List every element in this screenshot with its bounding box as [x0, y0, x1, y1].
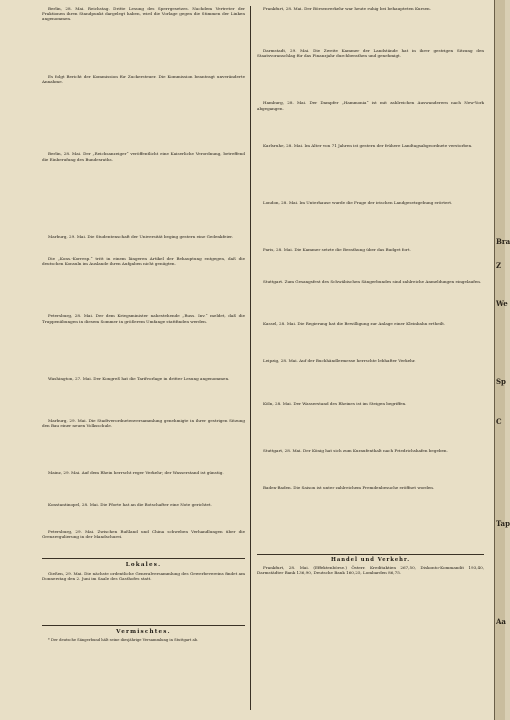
news-paragraph-petersburg: Petersburg, 28. Mai. Der dem Kriegsminister nahestehende „Russ. Inv.“ meldet, daß die Truppenübungen in diesem Sommer in größerem Umfange stattfinden werden. [42, 313, 245, 324]
text-block [42, 163, 245, 234]
column-rule [250, 6, 251, 710]
news-paragraph-mainz: Mainz, 29. Mai. Auf dem Rhein herrscht reger Verkehr; der Wasserstand ist günstig. [48, 470, 224, 476]
handel-paragraph: Frankfurt, 28. Mai. (Effektenbörse.) Österr. Kreditaktien 267,50, Diskonto-Kommandit 193,40, Darmstädter Bank 136,90, Deutsche Bank 160,25, Lombarden 86,75. [257, 565, 484, 576]
news-paragraph: London, 28. Mai. Im Unterhause wurde die Frage der irischen Landgesetzgebung erörtert. [263, 200, 453, 206]
news-paragraph-berlin: Berlin, 28. Mai. Der „Reichsanzeiger“ veröffentlicht eine Kaiserliche Verordnung, betreffend die Einberufung des Bundesraths. [42, 151, 245, 162]
handel-heading: Handel und Verkehr. [330, 557, 411, 564]
text-block [42, 382, 245, 418]
text-block [257, 328, 484, 359]
news-paragraph: Köln, 28. Mai. Der Wasserstand des Rheines ist im Steigen begriffen. [263, 400, 407, 406]
text-block [257, 254, 484, 279]
right-column [257, 6, 484, 710]
text-block [42, 23, 245, 74]
text-block [257, 60, 484, 101]
text-block [257, 12, 484, 48]
news-paragraph: Baden-Baden. Die Saison ist unter zahlreichem Fremdenbesuche eröffnet worden. [263, 484, 435, 490]
edge-text-fragment: Tap [496, 519, 510, 528]
news-paragraph: Stuttgart, 28. Mai. Der König hat sich zum Kuraufenthalt nach Friedrichshafen begeben. [263, 447, 448, 453]
text-block [42, 430, 245, 471]
news-paragraph: Frankfurt, 28. Mai. Der Börsenverkehr war heute ruhig bei behaupteten Kursen. [263, 6, 431, 11]
text-block [257, 207, 484, 248]
adjacent-page-edge [494, 0, 510, 720]
edge-text-fragment: Bra [496, 237, 510, 246]
left-column [42, 6, 245, 710]
text-block [257, 491, 484, 552]
news-paragraph: Leipzig, 28. Mai. Auf der Buchhändlermesse herrschte lebhafter Verkehr. [263, 358, 416, 364]
news-paragraph-washington: Washington, 27. Mai. Der Kongreß hat die Tarifvorlage in dritter Lesung angenommen. [48, 376, 230, 381]
text-block [257, 286, 484, 322]
news-paragraph-konstantinopel: Konstantinopel, 28. Mai. Die Pforte hat an die Botschafter eine Note gerichtet. [48, 502, 212, 508]
edge-text-fragment: We [496, 299, 508, 308]
text-block [42, 477, 245, 502]
text-block [42, 325, 245, 376]
text-block [42, 241, 245, 256]
section-divider [257, 554, 484, 555]
text-block [42, 268, 245, 314]
news-paragraph: Darmstadt, 29. Mai. Die Zweite Kammer der Landstände hat in ihrer gestrigen Sitzung den Staatsvoranschlag für das Finanzjahr durchberathen und genehmigt. [257, 48, 484, 59]
section-divider [42, 558, 245, 559]
text-block [257, 365, 484, 401]
text-block [42, 541, 245, 556]
news-paragraph-konsulatswesen: Die „Kons.-Korresp.“ tritt in einem längeren Artikel der Behauptung entgegen, daß die deutschen Konsuln im Auslande ihren Aufgaben nicht genügten. [42, 256, 245, 267]
text-block [42, 509, 245, 529]
news-paragraph-petersburg-2: Petersburg, 29. Mai. Zwischen Rußland und China schweben Verhandlungen über die Grenzregulierung in der Mandschurei. [42, 529, 245, 540]
text-block [257, 454, 484, 485]
vermischtes-heading: Vermischtes. [116, 629, 171, 636]
section-divider [42, 625, 245, 626]
edge-text-fragment: Z [496, 261, 502, 270]
text-block [257, 112, 484, 143]
edge-text-fragment: Sp [496, 377, 506, 386]
text-block [42, 85, 245, 151]
text-block [257, 407, 484, 448]
news-paragraph: Stuttgart. Zum Gesangsfest des Schwäbischen Sängerbundes sind zahlreiche Anmeldungen eingelaufen. [263, 279, 482, 285]
news-paragraph-marburg: Marburg, 29. Mai. Die Studentenschaft der Universität beging gestern eine Gedenkfeier. [48, 234, 233, 240]
lokales-heading: Lokales. [125, 562, 162, 569]
vermischtes-paragraph: * Der deutsche Sängerbund hält seine diesjährige Versammlung in Stuttgart ab. [48, 638, 199, 643]
text-block [257, 577, 484, 638]
edge-text-fragment: Aa [496, 617, 506, 626]
lokales-paragraph: Gießen, 29. Mai. Die nächste ordentliche Generalversammlung des Gewerbevereins findet am Donnerstag den 2. Juni im Saale des Gasthofes statt. [42, 571, 245, 582]
text-block [42, 583, 245, 624]
news-paragraph: Hamburg, 28. Mai. Der Dampfer „Hammonia“ ist mit zahlreichen Auswanderern nach New-York abgegangen. [257, 100, 484, 111]
edge-text-fragment: C [496, 417, 502, 426]
news-paragraph: Karlsruhe, 28. Mai. Im Alter von 71 Jahren ist gestern der frühere Landtagsabgeordnete verstorben. [263, 142, 473, 148]
news-paragraph: Paris, 28. Mai. Die Kammer setzte die Berathung über das Budget fort. [263, 247, 411, 253]
news-paragraph-marburg-2: Marburg, 29. Mai. Die Stadtverordnetenversammlung genehmigte in ihrer gestrigen Sitzung den Bau einer neuen Volksschule. [42, 418, 245, 429]
news-paragraph: Kassel, 28. Mai. Die Regierung hat die Bewilligung zur Anlage einer Kleinbahn ertheilt. [263, 321, 446, 327]
news-paragraph: Berlin, 28. Mai. Reichstag. Dritte Lesung des Sperrgesetzes. Nachdem Vertreter der Fraktionen ihren Standpunkt dargelegt haben, wird die Vorlage gegen die Stimmen der Linken angenommen. [42, 6, 245, 22]
text-block [42, 644, 245, 664]
text-block [257, 149, 484, 200]
news-paragraph: Es folgt Bericht der Kommission für Zuckersteuer. Die Kommission beantragt unveränderte Annahme. [42, 73, 245, 84]
